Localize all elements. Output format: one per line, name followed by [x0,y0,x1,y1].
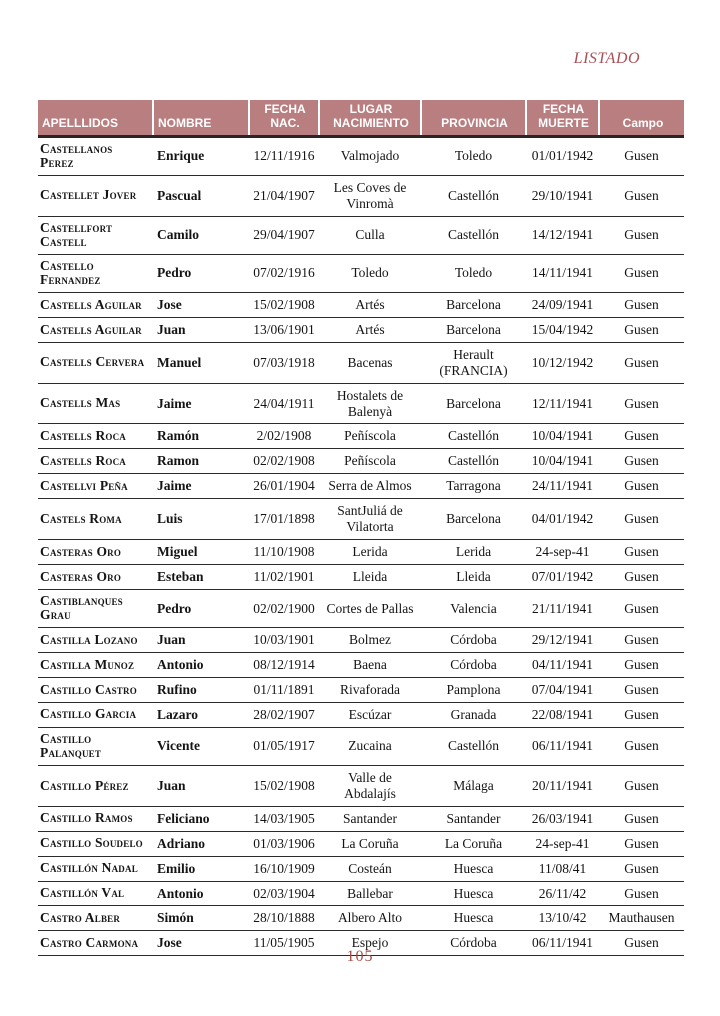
cell-campo: Gusen [599,628,684,653]
cell-fecha-nac: 01/03/1906 [249,831,319,856]
cell-campo: Gusen [599,727,684,765]
cell-lugar-nacimiento: Santander [319,806,421,831]
cell-apellidos: Castells Aguilar [38,292,153,317]
table-row [38,175,684,216]
table-row [38,702,684,727]
cell-fecha-nac: 01/05/1917 [249,727,319,765]
cell-apellidos: Castellet Jover [38,175,153,216]
cell-nombre: Emilio [153,856,249,881]
cell-provincia: Toledo [421,254,526,292]
cell-apellidos: Casteras Oro [38,564,153,589]
cell-fecha-nac: 15/02/1908 [249,765,319,806]
cell-lugar-nacimiento: Rivaforada [319,677,421,702]
cell-apellidos: Castellfort Castell [38,216,153,254]
cell-provincia: Santander [421,806,526,831]
cell-apellidos: Castellanos Perez [38,136,153,175]
cell-nombre: Miguel [153,540,249,565]
cell-provincia: Córdoba [421,628,526,653]
table-row [38,292,684,317]
cell-fecha-muerte: 24/09/1941 [526,292,599,317]
cell-campo: Gusen [599,856,684,881]
table-row [38,474,684,499]
cell-lugar-nacimiento: Hostalets de Balenyà [319,383,421,424]
cell-apellidos: Castells Roca [38,449,153,474]
cell-fecha-nac: 28/02/1907 [249,702,319,727]
cell-lugar-nacimiento: Ballebar [319,881,421,906]
cell-fecha-nac: 07/02/1916 [249,254,319,292]
cell-fecha-nac: 29/04/1907 [249,216,319,254]
table-row [38,881,684,906]
cell-provincia: Herault (FRANCIA) [421,342,526,383]
cell-fecha-muerte: 14/12/1941 [526,216,599,254]
cell-nombre: Manuel [153,342,249,383]
cell-provincia: Barcelona [421,383,526,424]
cell-campo: Gusen [599,831,684,856]
cell-provincia: Pamplona [421,677,526,702]
cell-lugar-nacimiento: Cortes de Pallas [319,589,421,627]
cell-campo: Gusen [599,254,684,292]
column-header-line1: APELLLIDOS [42,115,119,130]
cell-provincia: Castellón [421,727,526,765]
table-body [38,136,684,956]
cell-nombre: Camilo [153,216,249,254]
cell-provincia: Toledo [421,136,526,175]
cell-campo: Gusen [599,677,684,702]
cell-nombre: Juan [153,765,249,806]
table-row [38,906,684,931]
cell-campo: Gusen [599,881,684,906]
cell-nombre: Enrique [153,136,249,175]
cell-apellidos: Castro Carmona [38,931,153,956]
table-row [38,383,684,424]
cell-apellidos: Castillo Soudelo [38,831,153,856]
cell-provincia: Barcelona [421,499,526,540]
cell-campo: Gusen [599,931,684,956]
cell-campo: Gusen [599,317,684,342]
cell-campo: Gusen [599,540,684,565]
cell-provincia: La Coruña [421,831,526,856]
cell-provincia: Valencia [421,589,526,627]
cell-apellidos: Castels Roma [38,499,153,540]
cell-fecha-nac: 11/10/1908 [249,540,319,565]
cell-lugar-nacimiento: Lerida [319,540,421,565]
cell-campo: Gusen [599,449,684,474]
cell-fecha-muerte: 24/11/1941 [526,474,599,499]
cell-apellidos: Castillo Palanquet [38,727,153,765]
cell-nombre: Jaime [153,474,249,499]
table-row [38,589,684,627]
table-row [38,856,684,881]
cell-nombre: Pedro [153,254,249,292]
column-header-fecha_muerte [526,100,599,136]
cell-lugar-nacimiento: Peñíscola [319,449,421,474]
cell-fecha-nac: 14/03/1905 [249,806,319,831]
page-number: 105 [346,948,374,965]
cell-fecha-nac: 02/02/1908 [249,449,319,474]
cell-lugar-nacimiento: Les Coves de Vinromà [319,175,421,216]
cell-campo: Mauthausen [599,906,684,931]
cell-provincia: Córdoba [421,931,526,956]
cell-apellidos: Castillo Ramos [38,806,153,831]
cell-lugar-nacimiento: Baena [319,652,421,677]
cell-campo: Gusen [599,702,684,727]
cell-nombre: Pascual [153,175,249,216]
cell-apellidos: Castells Cervera [38,342,153,383]
table-row [38,564,684,589]
cell-apellidos: Castello Fernandez [38,254,153,292]
cell-campo: Gusen [599,589,684,627]
cell-nombre: Antonio [153,881,249,906]
cell-nombre: Jaime [153,383,249,424]
cell-campo: Gusen [599,383,684,424]
column-header-line1: Campo [622,115,664,130]
cell-provincia: Córdoba [421,652,526,677]
cell-fecha-nac: 17/01/1898 [249,499,319,540]
cell-provincia: Barcelona [421,292,526,317]
column-header-campo [599,100,684,136]
column-header-apellidos [38,100,153,136]
cell-provincia: Castellón [421,424,526,449]
cell-lugar-nacimiento: Albero Alto [319,906,421,931]
cell-campo: Gusen [599,806,684,831]
table-row [38,806,684,831]
page-corner-label: LISTADO [573,50,640,67]
cell-apellidos: Castillón Nadal [38,856,153,881]
cell-fecha-muerte: 10/04/1941 [526,449,599,474]
cell-lugar-nacimiento: Toledo [319,254,421,292]
column-header-line1: FECHA [264,102,306,116]
cell-lugar-nacimiento: Valmojado [319,136,421,175]
cell-provincia: Castellón [421,216,526,254]
column-header-lugar [319,100,421,136]
cell-provincia: Huesca [421,881,526,906]
table-row [38,727,684,765]
cell-apellidos: Castiblanques Grau [38,589,153,627]
table-row [38,342,684,383]
cell-fecha-muerte: 15/04/1942 [526,317,599,342]
column-header-line2: NAC. [270,115,300,130]
cell-campo: Gusen [599,424,684,449]
column-header-line2: MUERTE [538,115,589,130]
table-row [38,831,684,856]
cell-apellidos: Castillo Castro [38,677,153,702]
table-row [38,540,684,565]
cell-campo: Gusen [599,216,684,254]
cell-lugar-nacimiento: Bolmez [319,628,421,653]
cell-lugar-nacimiento: Zucaina [319,727,421,765]
cell-lugar-nacimiento: Artés [319,317,421,342]
cell-provincia: Castellón [421,449,526,474]
cell-fecha-nac: 2/02/1908 [249,424,319,449]
cell-lugar-nacimiento: Peñíscola [319,424,421,449]
cell-fecha-nac: 11/05/1905 [249,931,319,956]
cell-campo: Gusen [599,175,684,216]
cell-campo: Gusen [599,499,684,540]
cell-nombre: Feliciano [153,806,249,831]
cell-lugar-nacimiento: Culla [319,216,421,254]
cell-lugar-nacimiento: Escúzar [319,702,421,727]
cell-fecha-muerte: 21/11/1941 [526,589,599,627]
cell-fecha-muerte: 07/01/1942 [526,564,599,589]
cell-campo: Gusen [599,564,684,589]
column-header-nombre [153,100,249,136]
cell-fecha-muerte: 04/01/1942 [526,499,599,540]
cell-campo: Gusen [599,474,684,499]
cell-apellidos: Castilla Munoz [38,652,153,677]
column-header-provincia [421,100,526,136]
cell-nombre: Juan [153,628,249,653]
cell-campo: Gusen [599,292,684,317]
cell-nombre: Jose [153,292,249,317]
cell-fecha-nac: 13/06/1901 [249,317,319,342]
cell-campo: Gusen [599,765,684,806]
table-header-row [38,100,684,136]
cell-provincia: Barcelona [421,317,526,342]
cell-fecha-nac: 11/02/1901 [249,564,319,589]
column-header-line1: PROVINCIA [441,115,508,130]
column-header-fecha_nac [249,100,319,136]
cell-fecha-muerte: 22/08/1941 [526,702,599,727]
table-row [38,254,684,292]
cell-nombre: Luis [153,499,249,540]
column-header-line1: LUGAR [349,102,393,116]
cell-fecha-nac: 08/12/1914 [249,652,319,677]
table-row [38,216,684,254]
cell-nombre: Antonio [153,652,249,677]
cell-fecha-muerte: 11/08/41 [526,856,599,881]
cell-fecha-nac: 07/03/1918 [249,342,319,383]
cell-lugar-nacimiento: Costeán [319,856,421,881]
cell-nombre: Pedro [153,589,249,627]
cell-lugar-nacimiento: Lleida [319,564,421,589]
cell-apellidos: Castro Alber [38,906,153,931]
cell-campo: Gusen [599,342,684,383]
cell-provincia: Lleida [421,564,526,589]
table-row [38,765,684,806]
cell-fecha-nac: 26/01/1904 [249,474,319,499]
cell-fecha-muerte: 26/03/1941 [526,806,599,831]
cell-fecha-muerte: 10/12/1942 [526,342,599,383]
cell-provincia: Castellón [421,175,526,216]
cell-campo: Gusen [599,652,684,677]
cell-lugar-nacimiento: Artés [319,292,421,317]
cell-provincia: Lerida [421,540,526,565]
cell-provincia: Málaga [421,765,526,806]
table-row [38,449,684,474]
cell-nombre: Ramon [153,449,249,474]
cell-fecha-nac: 28/10/1888 [249,906,319,931]
cell-apellidos: Castellvi Peña [38,474,153,499]
cell-fecha-nac: 24/04/1911 [249,383,319,424]
cell-lugar-nacimiento: SantJuliá de Vilatorta [319,499,421,540]
cell-nombre: Rufino [153,677,249,702]
cell-provincia: Huesca [421,906,526,931]
cell-fecha-muerte: 14/11/1941 [526,254,599,292]
column-header-line2: NACIMIENTO [333,115,409,130]
cell-fecha-nac: 02/03/1904 [249,881,319,906]
cell-fecha-nac: 02/02/1900 [249,589,319,627]
cell-fecha-muerte: 12/11/1941 [526,383,599,424]
cell-nombre: Adriano [153,831,249,856]
cell-lugar-nacimiento: Bacenas [319,342,421,383]
cell-fecha-muerte: 01/01/1942 [526,136,599,175]
cell-fecha-nac: 21/04/1907 [249,175,319,216]
table-row [38,317,684,342]
cell-lugar-nacimiento: Valle de Abdalajís [319,765,421,806]
table-header [38,100,684,136]
table-row [38,677,684,702]
cell-fecha-muerte: 10/04/1941 [526,424,599,449]
cell-fecha-nac: 10/03/1901 [249,628,319,653]
cell-nombre: Esteban [153,564,249,589]
cell-fecha-muerte: 04/11/1941 [526,652,599,677]
cell-apellidos: Castillo Garcia [38,702,153,727]
cell-fecha-muerte: 26/11/42 [526,881,599,906]
cell-apellidos: Castells Mas [38,383,153,424]
cell-fecha-nac: 12/11/1916 [249,136,319,175]
cell-apellidos: Casteras Oro [38,540,153,565]
cell-fecha-muerte: 24-sep-41 [526,831,599,856]
cell-lugar-nacimiento: Espejo [319,931,421,956]
cell-nombre: Simón [153,906,249,931]
cell-apellidos: Castells Aguilar [38,317,153,342]
cell-apellidos: Castilla Lozano [38,628,153,653]
cell-provincia: Granada [421,702,526,727]
cell-nombre: Vicente [153,727,249,765]
cell-fecha-muerte: 29/10/1941 [526,175,599,216]
cell-apellidos: Castells Roca [38,424,153,449]
cell-provincia: Huesca [421,856,526,881]
cell-nombre: Jose [153,931,249,956]
cell-lugar-nacimiento: La Coruña [319,831,421,856]
table-row [38,424,684,449]
cell-nombre: Juan [153,317,249,342]
victims-table [38,100,684,956]
cell-apellidos: Castillón Val [38,881,153,906]
column-header-line1: NOMBRE [158,115,212,130]
table-row [38,499,684,540]
cell-apellidos: Castillo Pérez [38,765,153,806]
column-header-line1: FECHA [542,102,585,116]
cell-fecha-muerte: 20/11/1941 [526,765,599,806]
cell-nombre: Ramón [153,424,249,449]
cell-provincia: Tarragona [421,474,526,499]
cell-lugar-nacimiento: Serra de Almos [319,474,421,499]
table-row [38,652,684,677]
cell-campo: Gusen [599,136,684,175]
cell-fecha-muerte: 06/11/1941 [526,727,599,765]
cell-fecha-muerte: 24-sep-41 [526,540,599,565]
cell-fecha-muerte: 13/10/42 [526,906,599,931]
table-row [38,136,684,175]
cell-nombre: Lazaro [153,702,249,727]
cell-fecha-muerte: 06/11/1941 [526,931,599,956]
cell-fecha-muerte: 29/12/1941 [526,628,599,653]
cell-fecha-nac: 16/10/1909 [249,856,319,881]
table-row [38,628,684,653]
cell-fecha-nac: 01/11/1891 [249,677,319,702]
cell-fecha-nac: 15/02/1908 [249,292,319,317]
cell-fecha-muerte: 07/04/1941 [526,677,599,702]
